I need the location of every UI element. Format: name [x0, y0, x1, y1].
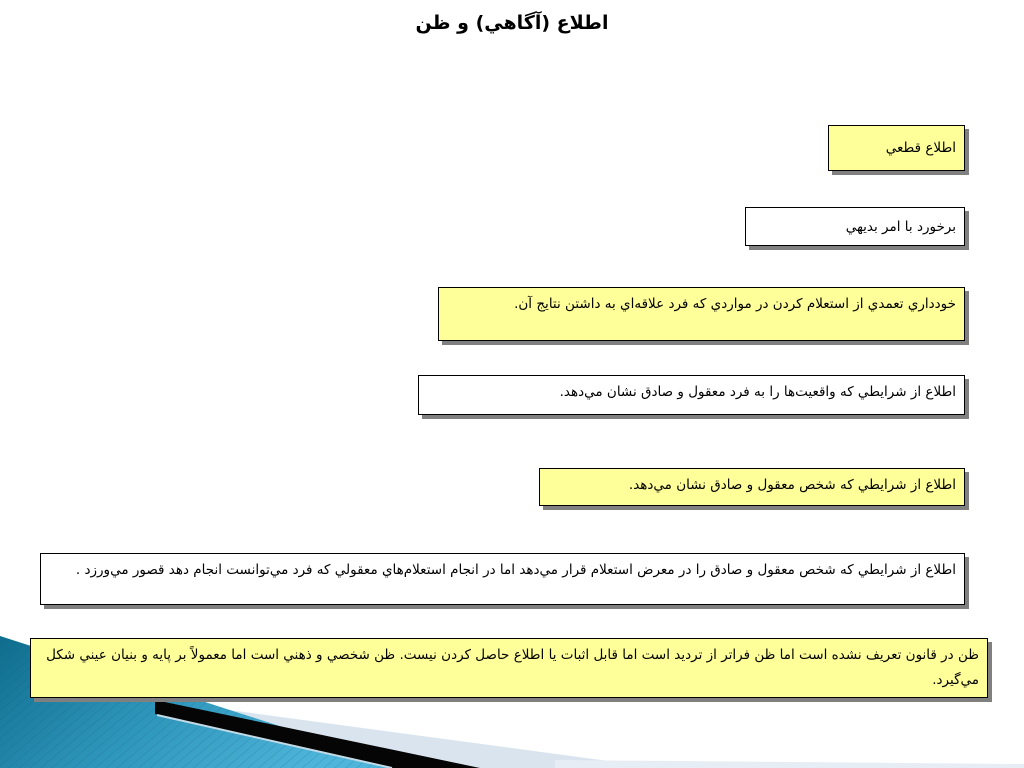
definition-box-failure-to-inquire — [40, 553, 965, 605]
decor-pale-strip — [555, 760, 1024, 768]
box-text: اطلاع قطعي — [885, 140, 956, 156]
box-text: اطلاع از شرايطي كه شخص معقول و صادق را در معرض استعلام قرار مي‌دهد اما در انجام استعلام‌هاي معقولي كه فرد مي‌توانست انجام دهد قصور مي‌ورزد . — [75, 562, 956, 578]
definition-box-suspicion — [30, 638, 988, 698]
box-text: اطلاع از شرايطي كه شخص معقول و صادق نشان مي‌دهد. — [628, 477, 956, 493]
definition-box-circumstances-reasonable-person — [539, 468, 965, 506]
definition-box-facts-reasonable-person — [418, 375, 965, 415]
box-text: اطلاع از شرايطي كه واقعيت‌ها را به فرد معقول و صادق نشان مي‌دهد. — [559, 384, 956, 400]
definition-box-obvious-matter — [745, 207, 965, 246]
box-text: ظن در قانون تعريف نشده است اما ظن فراتر از ترديد است اما قابل اثبات يا اطلاع حاصل كردن نيست. ظن شخصي و ذهني است اما معمولاً بر پايه و بنيان عيني شكل مي‌گيرد. — [46, 647, 979, 688]
slide-title: اطلاع (آگاهي) و ظن — [415, 12, 609, 34]
box-text: خودداري تعمدي از استعلام كردن در مواردي كه فرد علاقه‌اي به داشتن نتايج آن. — [514, 296, 956, 312]
definition-box-certain-knowledge — [828, 125, 965, 171]
definition-box-deliberate-avoidance — [438, 287, 965, 341]
box-text: برخورد با امر بديهي — [845, 218, 956, 235]
